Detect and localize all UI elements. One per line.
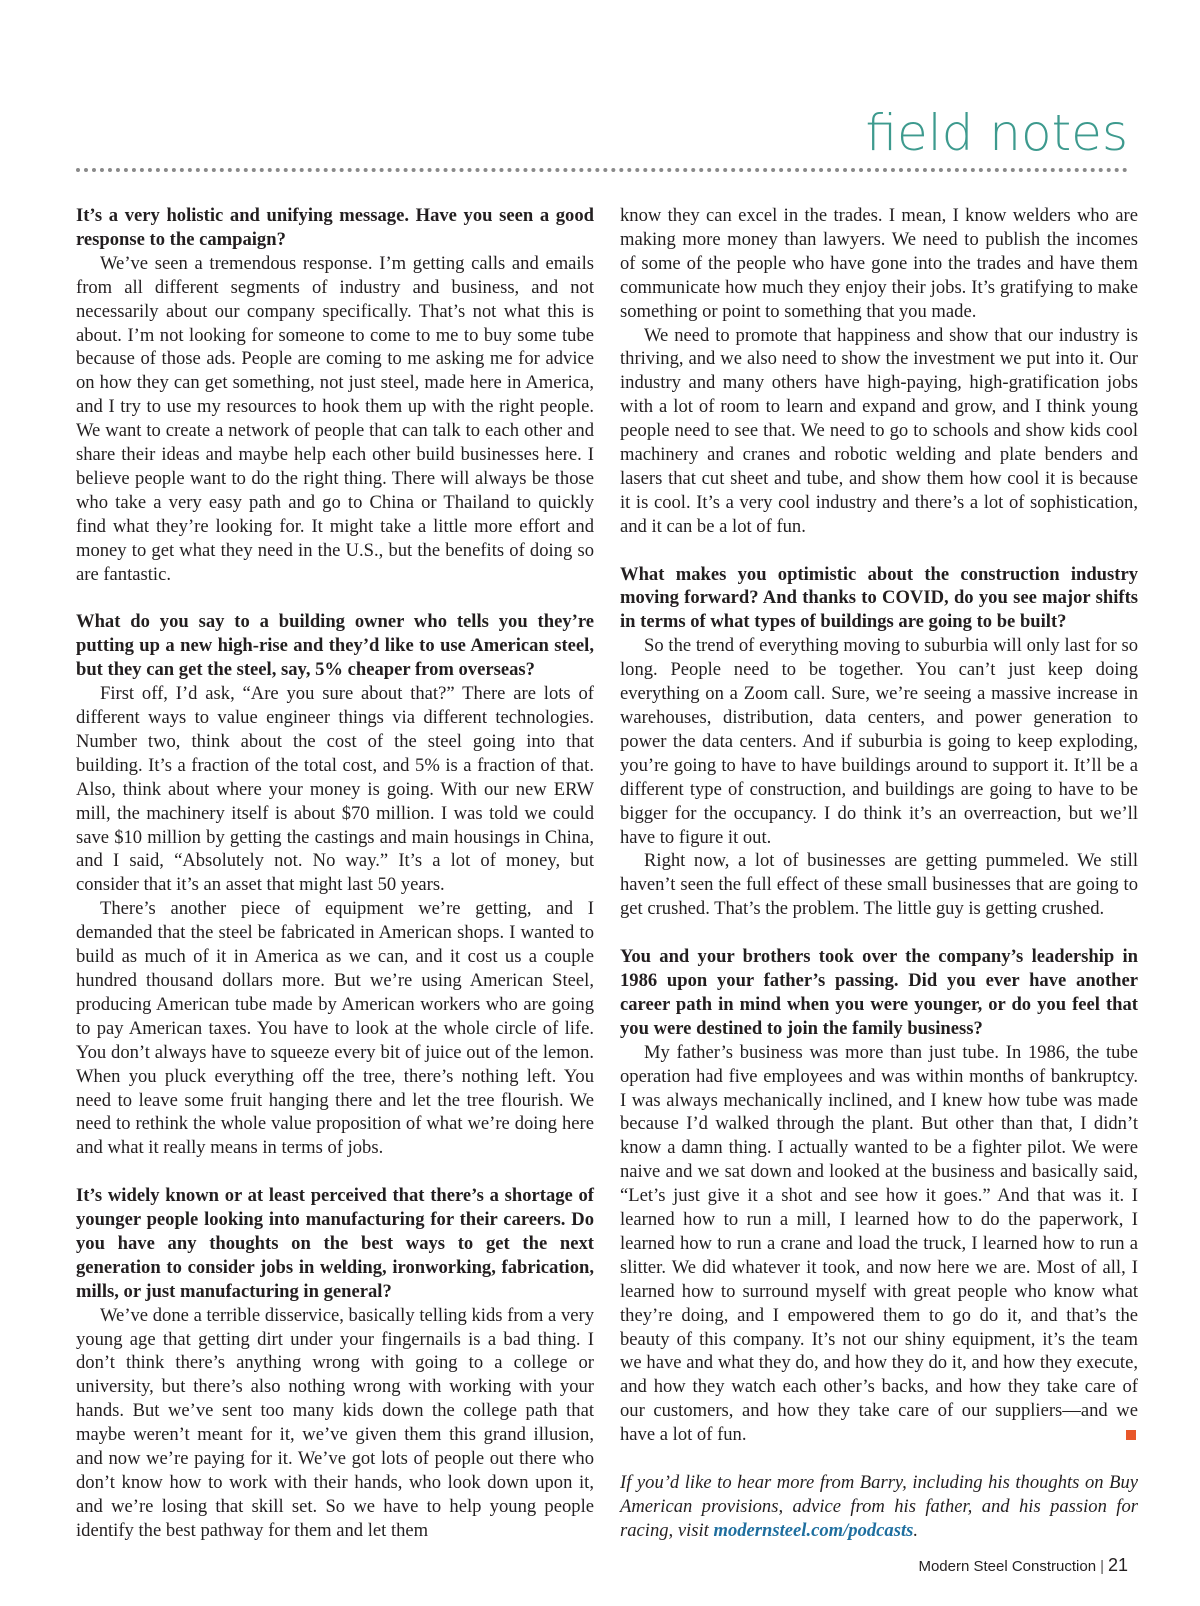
podcast-link[interactable]: modernsteel.com/podcasts	[713, 1519, 914, 1541]
question-2: What do you say to a building owner who tells you they’re putting up a new high-rise and they’d like to use American steel, but they can get the steel, say, 5% cheaper from overseas?	[76, 611, 594, 681]
left-column	[76, 204, 594, 1543]
podcast-note-end: .	[913, 1519, 919, 1541]
question-5: You and your brothers took over the company’s leadership in 1986 upon your father’s passing. Did you ever have another career path in mind when you were younger, or do you feel that you were destined to join the family business?	[620, 946, 1138, 1039]
dotted-divider	[76, 168, 1128, 172]
answer-5-text: My father’s business was more than just tube. In 1986, the tube operation had five employees and was within months of bankruptcy. I was always mechanically inclined, and I knew how tube was made because I’d walked through the plant. But other than that, I didn’t know a damn thing. I actually wanted to be a fighter pilot. We were naive and we sat down and looked at the business and basically said, “Let’s just give it a shot and see how it goes.” And that was it. I learned how to run a mill, I learned how to do the paperwork, I learned how to run a crane and load the truck, I learned how to run a slitter. We did whatever it took, and now here we are. Most of all, I learned how to surround myself with great people who know what they’re doing, and I empowered them to go do it, and that’s the beauty of this company. It’s not our shiny equipment, it’s the team we have and what they do, and how they do it, and how they execute, and how they watch each other’s backs, and how they take care of our customers, and how they take care of our suppliers—and we have a lot of fun.	[620, 1041, 1138, 1446]
podcast-note	[620, 1471, 1138, 1543]
answer-2-paragraph-2: There’s another piece of equipment we’re getting, and I demanded that the steel be fabricated in American shops. I wanted to build as much of it in America as we can, and it cost us a couple hundred thousand dollars more. But we’re using American Steel, producing American tube made by American workers who are going to pay American taxes. You have to look at the whole circle of life. You don’t always have to squeeze every bit of juice out of the lemon. When you pluck everything off the tree, there’s nothing left. You need to leave some fruit hanging there and let the tree flourish. We need to rethink the whole value proposition of what we’re doing here and what it really means in terms of jobs.	[76, 898, 594, 1159]
answer-4-paragraph-2: Right now, a lot of businesses are getting pummeled. We still haven’t seen the full effect of these small businesses that are going to get crushed. That’s the problem. The little guy is getting crushed.	[620, 850, 1138, 920]
footer-separator: |	[1100, 1558, 1104, 1575]
page-number: 21	[1107, 1555, 1128, 1575]
answer-1: We’ve seen a tremendous response. I’m getting calls and emails from all different segments of industry and business, and not necessarily about our company specifically. That’s not what this is about. I’m not looking for someone to come to me to buy some tube because of those ads. People are coming to me asking me for advice on how they can get something, not just steel, made here in America, and I try to use my resources to hook them up with the right people. We want to create a network of people that can talk to each other and share their ideas and maybe help each other build businesses here. I believe people want to do the right thing. There will always be those who take a very easy path and go to China or Thailand to quickly find what they’re looking for. It might take a little more effort and money to get what they need in the U.S., but the benefits of doing so are fantastic.	[76, 252, 594, 585]
page-footer	[918, 1555, 1128, 1576]
question-4: What makes you optimistic about the construction industry moving forward? And thanks to COVID, do you see major shifts in terms of what types of buildings are going to be built?	[620, 563, 1138, 633]
end-of-article-mark	[1126, 1430, 1136, 1440]
answer-3-paragraph-1: We’ve done a terrible disservice, basically telling kids from a very young age that getting dirt under your fingernails is a bad thing. I don’t think there’s anything wrong with going to a college or university, but there’s also nothing wrong with working with your hands. But we’ve sent too many kids down the college path that maybe weren’t meant for it, we’ve given them this grand illusion, and now we’re paying for it. We’ve got lots of people out there who don’t know how to work with their hands, who look down upon it, and we’re losing that skill set. So we have to help young people identify the best pathway for them and let them	[76, 1304, 594, 1541]
answer-3-paragraph-2: We need to promote that happiness and show that our industry is thriving, and we also need to show the investment we put into it. Our industry and many others have high-paying, high-gratification jobs with a lot of room to learn and expand and grow, and I think young people need to see that. We need to go to schools and show kids cool machinery and cranes and robotic welding and plate benders and lasers that cut sheet and tube, and show them how cool it is because it is cool. It’s a very cool industry and there’s a lot of sophistication, and it can be a lot of fun.	[620, 324, 1138, 537]
publication-name: Modern Steel Construction	[918, 1558, 1097, 1575]
question-3: It’s widely known or at least perceived that there’s a shortage of younger people looking into manufacturing for their careers. Do you have any thoughts on the best ways to get the next generation to consider jobs in welding, ironworking, fabrication, mills, or just manufacturing in general?	[76, 1185, 594, 1302]
podcast-note-text: If you’d like to hear more from Barry, including his thoughts on Buy American provisions, advice from his father, and his passion for racing, visit	[620, 1471, 1138, 1541]
right-column	[620, 204, 1138, 1543]
answer-2-paragraph-1: First off, I’d ask, “Are you sure about that?” There are lots of different ways to value engineer things via different technologies. Number two, think about the cost of the steel going into that building. It’s a fraction of the total cost, and 5% is a fraction of that. Also, think about where your money is going. With our new ERW mill, the machinery itself is about $70 million. I was told we could save $10 million by getting the castings and main housings in China, and I said, “Absolutely not. No way.” It’s a lot of money, but consider that it’s an asset that might last 50 years.	[76, 683, 594, 896]
section-title: field notes	[865, 104, 1128, 162]
answer-5	[620, 1041, 1138, 1447]
answer-4-paragraph-1: So the trend of everything moving to suburbia will only last for so long. People need to be together. You can’t just keep doing everything on a Zoom call. Sure, we’re seeing a massive increase in warehouses, distribution, data centers, and power generation to power the data centers. And if suburbia is going to keep exploding, you’re going to have to have buildings around to support it. It’ll be a different type of construction, and buildings are going to have to be bigger for the occupancy. I do think it’s an overreaction, but we’ll have to figure it out.	[620, 635, 1138, 848]
question-1: It’s a very holistic and unifying message. Have you seen a good response to the campaign?	[76, 205, 594, 250]
answer-3-continued: know they can excel in the trades. I mean, I know welders who are making more money than lawyers. We need to publish the incomes of some of the people who have gone into the trades and have them communicate how much they enjoy their jobs. It’s gratifying to make something or point to something that you made.	[620, 205, 1138, 322]
